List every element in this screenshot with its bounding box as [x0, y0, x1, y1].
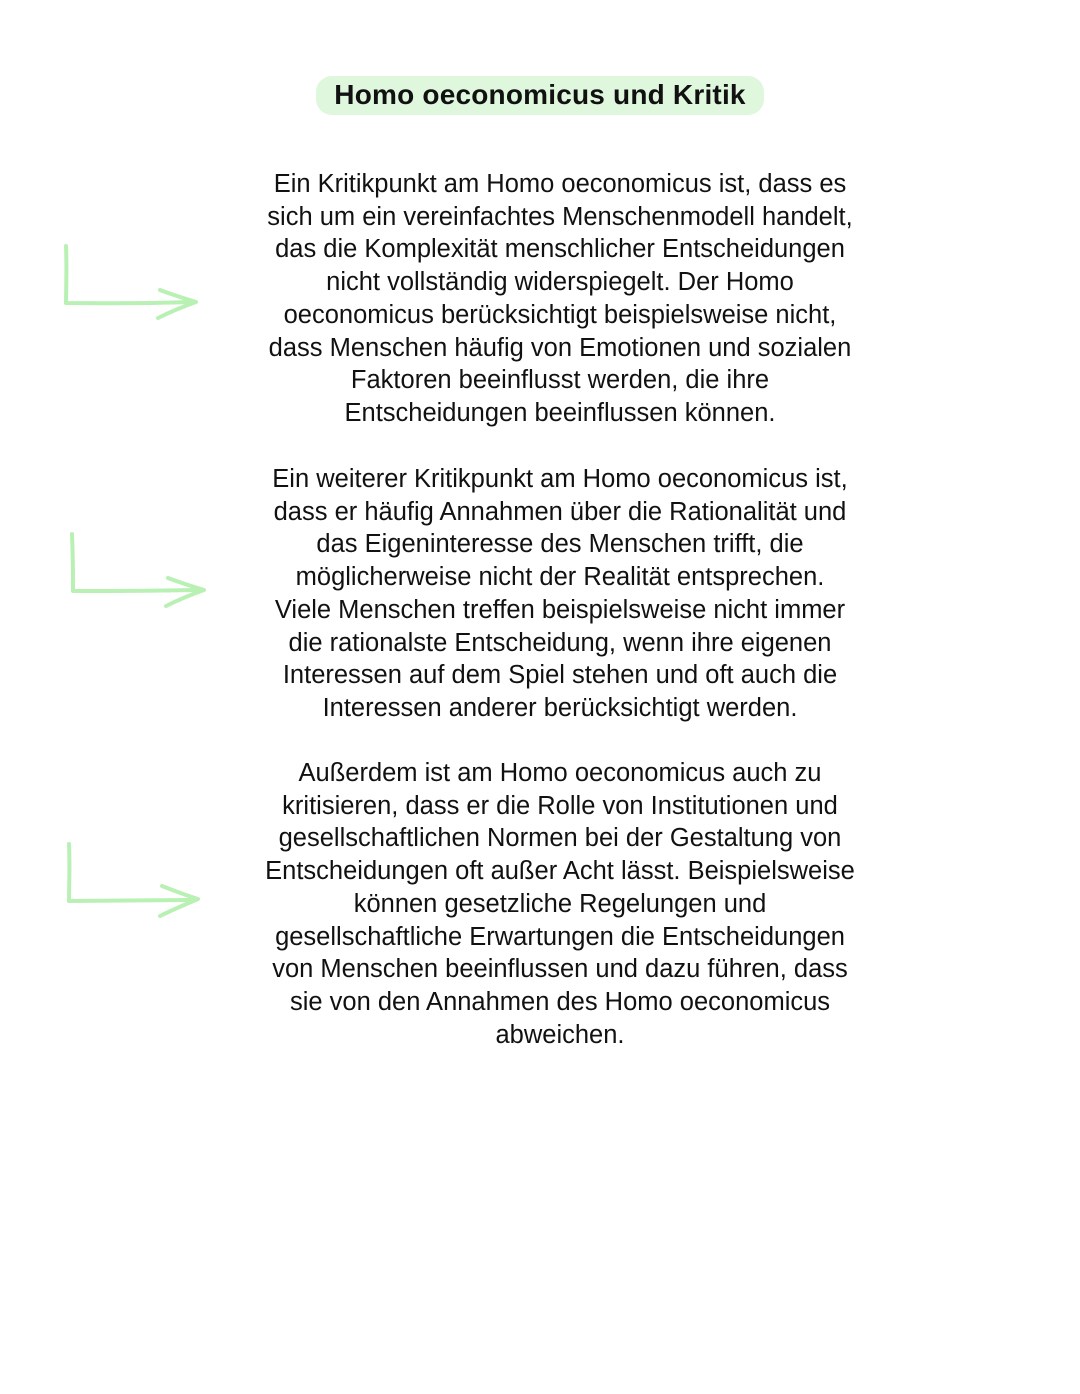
arrow-right-icon [60, 838, 210, 928]
paragraph-2: Ein weiterer Kritikpunkt am Homo oeconomicus ist, dass er häufig Annahmen über die Rationalität und das Eigeninteresse des Menschen trifft, die möglicherweise nicht der Realität entsprechen. Viele Menschen treffen beispielsweise nicht immer die rationalste Entscheidung, wenn ihre eigenen Interessen auf dem Spiel stehen und oft auch die Interessen anderer berücksichtigt werden. [272, 465, 848, 722]
title-wrapper [0, 76, 1080, 115]
arrow-right-icon [64, 528, 214, 618]
paragraph-3: Außerdem ist am Homo oeconomicus auch zu kritisieren, dass er die Rolle von Institutionen und gesellschaftlichen Normen bei der Gestaltung von Entscheidungen oft außer Acht lässt. Beispielsweise können gesetzliche Regelungen und gesellschaftliche Erwartungen die Entscheidungen von Menschen beeinflussen und dazu führen, dass sie von den Annahmen des Homo oeconomicus abweichen. [265, 759, 855, 1049]
page-title: Homo oeconomicus und Kritik [316, 76, 763, 115]
paragraph-1: Ein Kritikpunkt am Homo oeconomicus ist, dass es sich um ein vereinfachtes Menschenmodell handelt, das die Komplexität menschlicher Entscheidungen nicht vollständig widerspiegelt. Der Homo oeconomicus berücksichtigt beispielsweise nicht, dass Menschen häufig von Emotionen und sozialen Faktoren beeinflusst werden, die ihre Entscheidungen beeinflussen können. [267, 170, 853, 427]
arrow-right-icon [58, 240, 208, 330]
